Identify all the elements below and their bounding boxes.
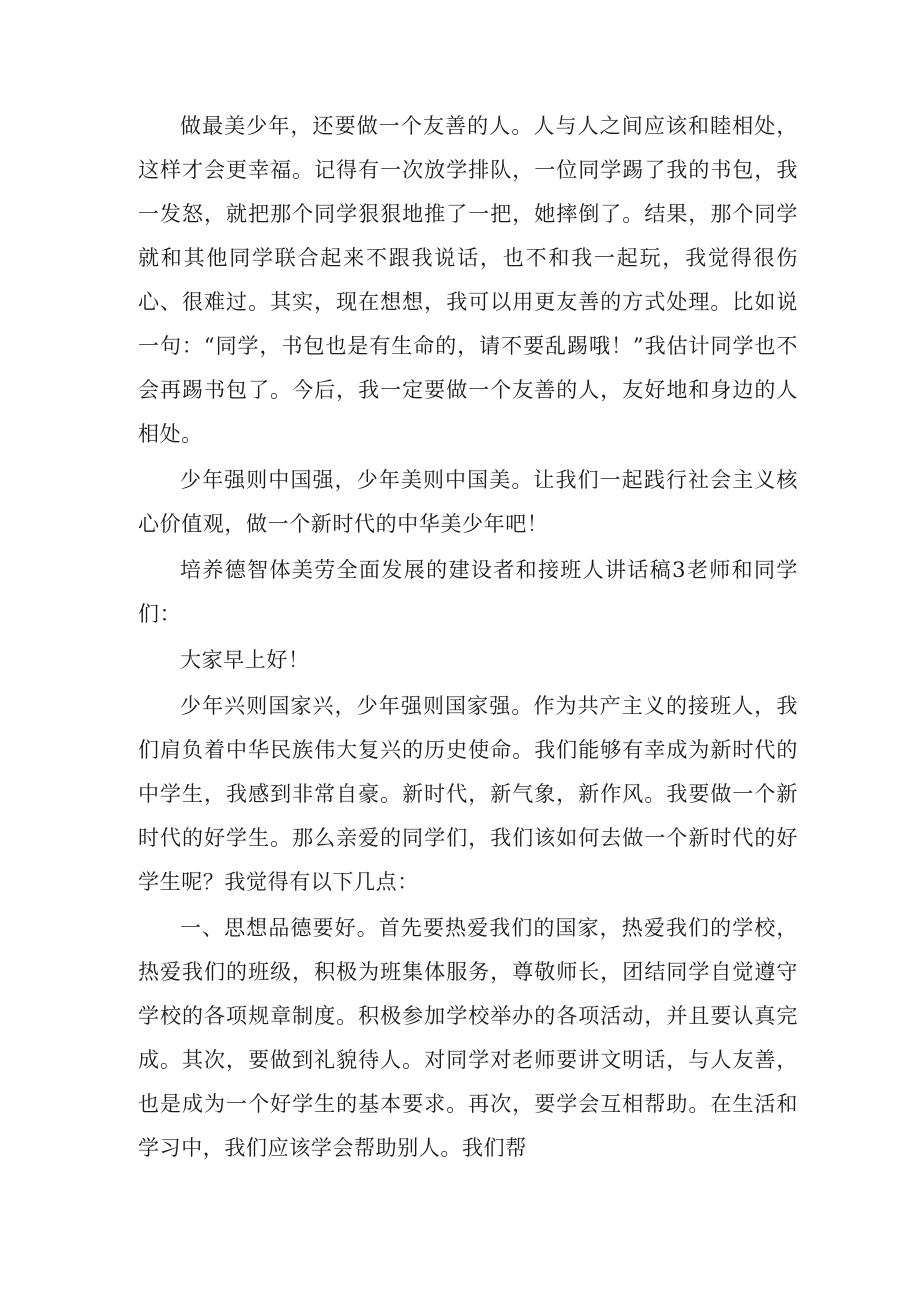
paragraph-speech-title: 培养德智体美劳全面发展的建设者和接班人讲话稿3老师和同学们：	[138, 558, 798, 626]
paragraph-mission: 少年兴则国家兴，少年强则国家强。作为共产主义的接班人，我们肩负着中华民族伟大复兴的历史使命。我们能够有幸成为新时代的中学生，我感到非常自豪。新时代，新气象，新作风。我要做一个新时代的好学生。那么亲爱的同学们，我们该如何去做一个新时代的好学生呢？我觉得有以下几点：	[138, 694, 798, 894]
paragraph-strong-youth: 少年强则中国强，少年美则中国美。让我们一起践行社会主义核心价值观，做一个新时代的中华美少年吧！	[138, 468, 798, 536]
paragraph-greeting: 大家早上好！	[180, 648, 310, 672]
paragraph-friendly-person: 做最美少年，还要做一个友善的人。人与人之间应该和睦相处，这样才会更幸福。记得有一次放学排队，一位同学踢了我的书包，我一发怒，就把那个同学狠狠地推了一把，她摔倒了。结果，那个同学就和其他同学联合起来不跟我说话，也不和我一起玩，我觉得很伤心、很难过。其实，现在想想，我可以用更友善的方式处理。比如说一句：“同学，书包也是有生命的，请不要乱踢哦！”我估计同学也不会再踢书包了。今后，我一定要做一个友善的人，友好地和身边的人相处。	[138, 114, 798, 446]
paragraph-point-one: 一、思想品德要好。首先要热爱我们的国家，热爱我们的学校，热爱我们的班级，积极为班集体服务，尊敬师长，团结同学自觉遵守学校的各项规章制度。积极参加学校举办的各项活动，并且要认真完成。其次，要做到礼貌待人。对同学对老师要讲文明话，与人友善，也是成为一个好学生的基本要求。再次，要学会互相帮助。在生活和学习中，我们应该学会帮助别人。我们帮	[138, 916, 798, 1160]
document-body	[138, 104, 798, 1172]
